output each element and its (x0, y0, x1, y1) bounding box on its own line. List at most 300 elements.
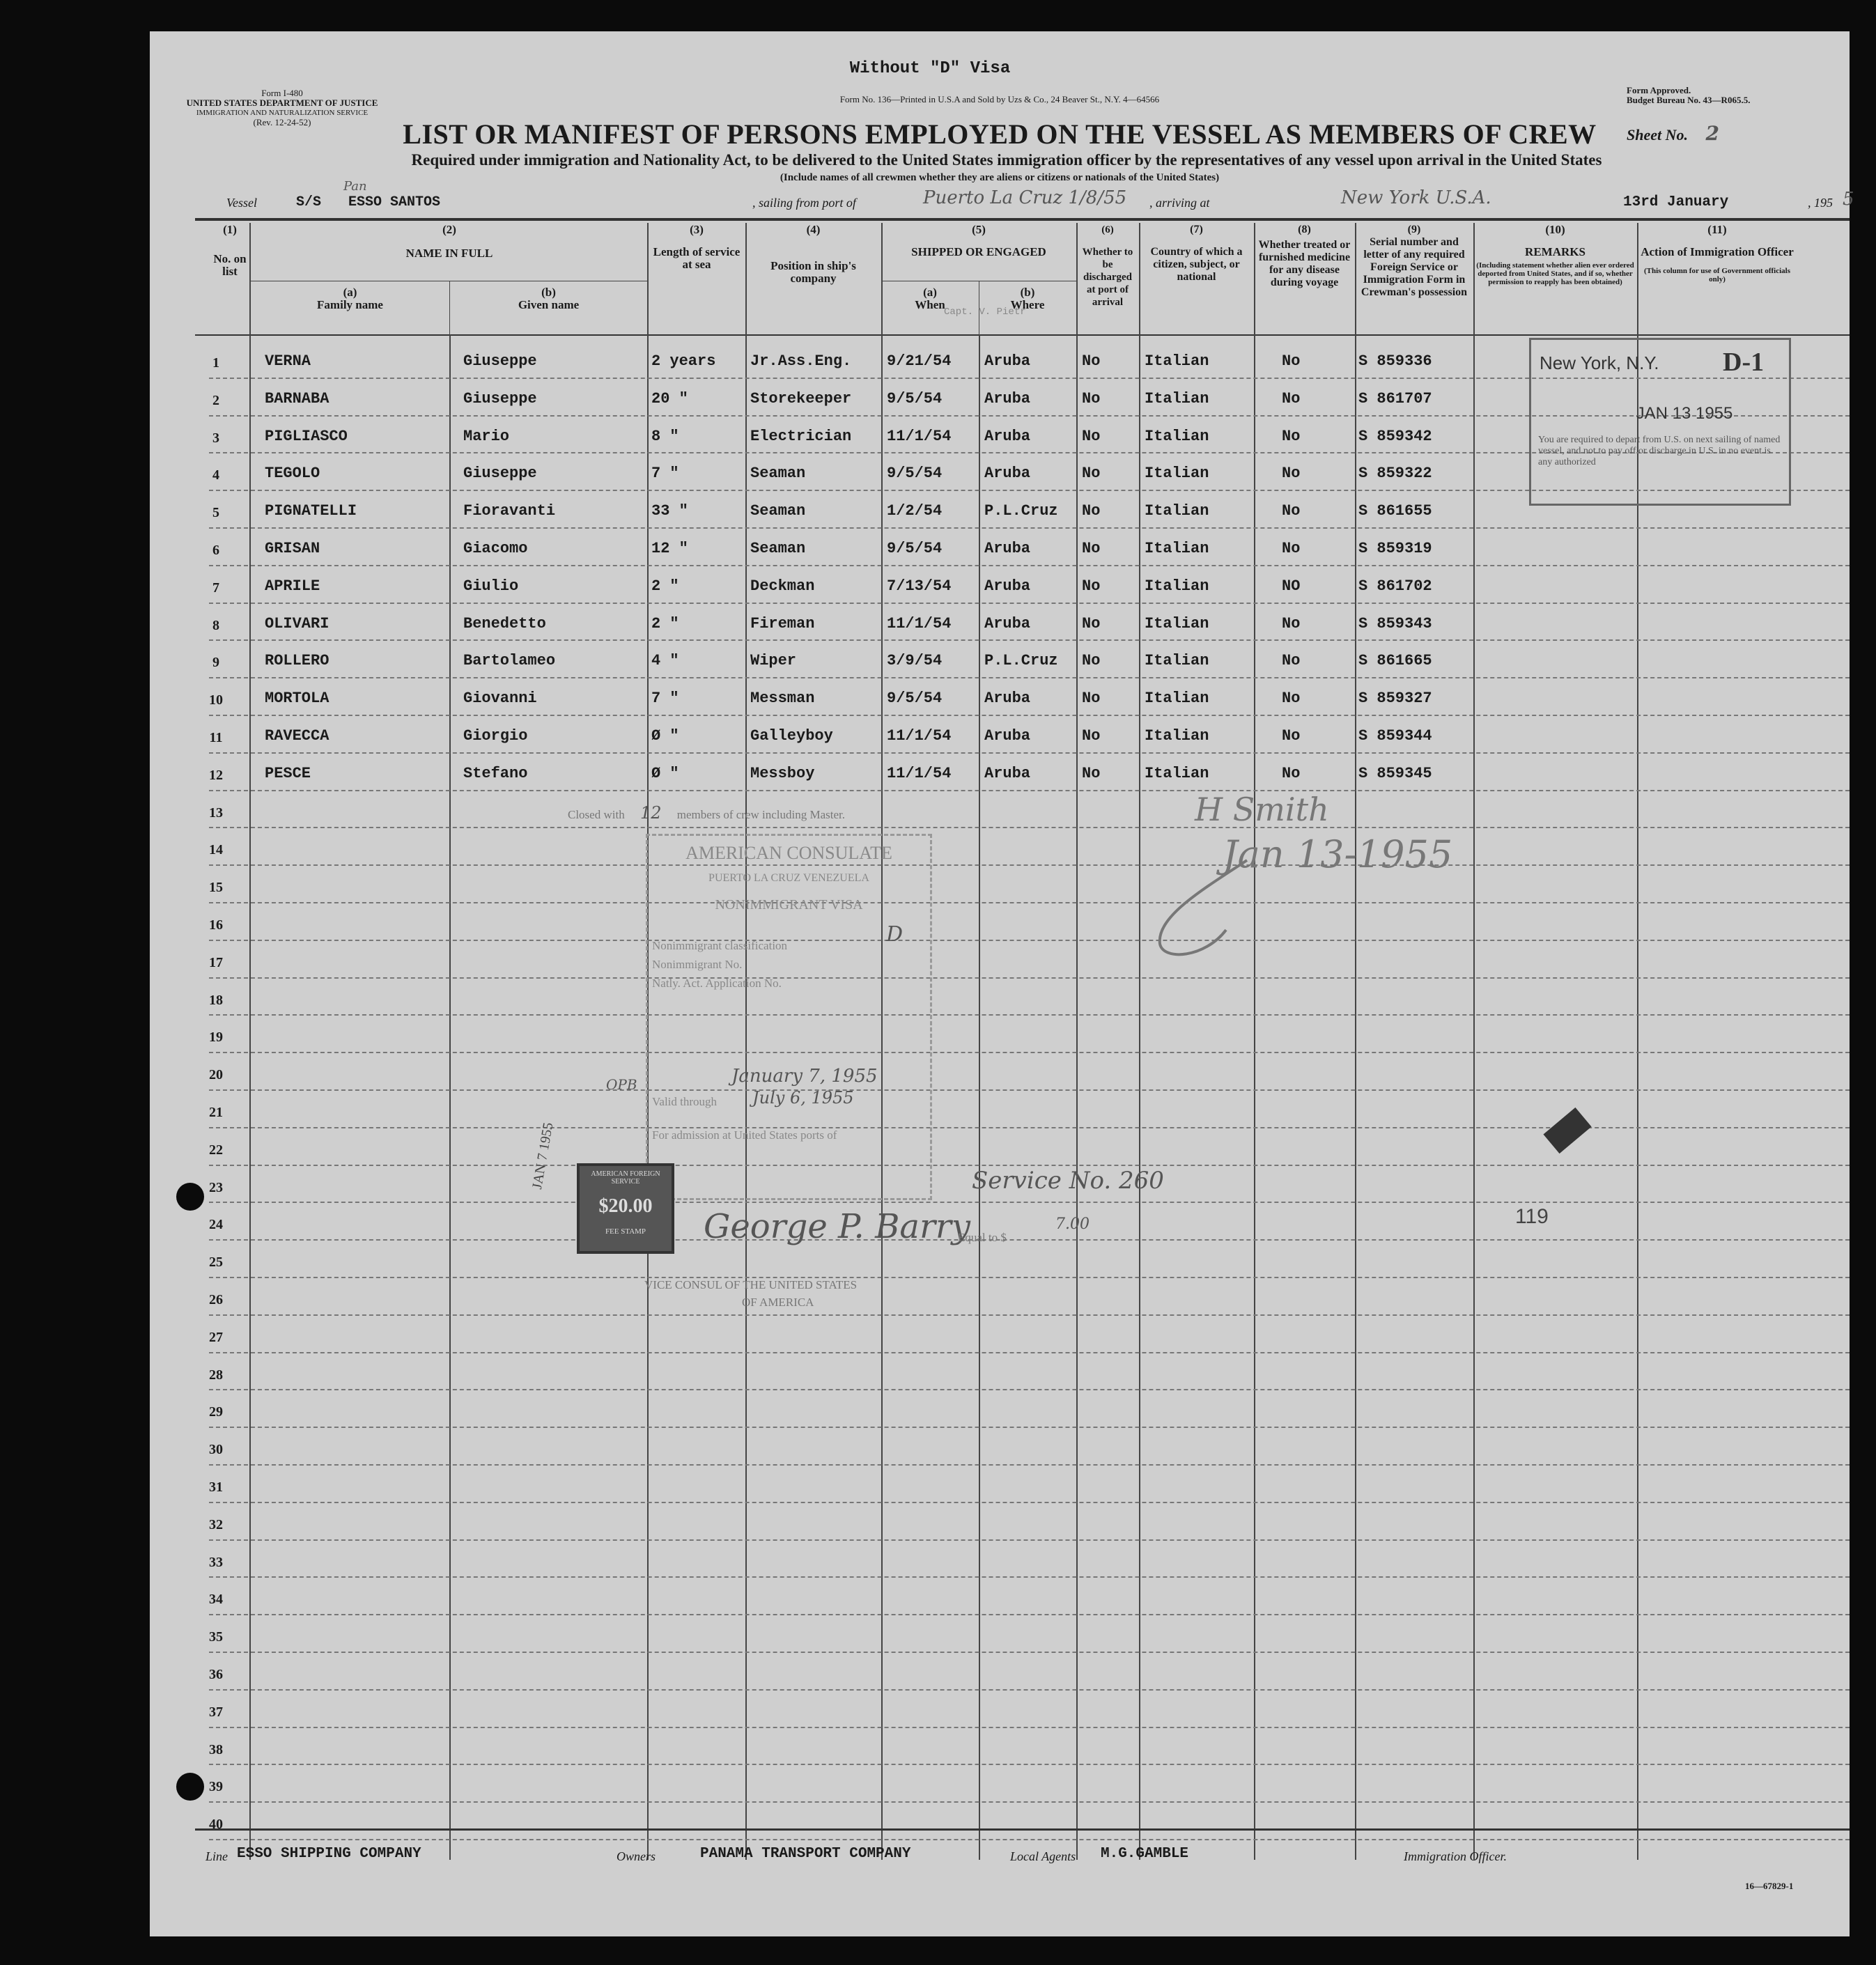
crew-medicine: No (1282, 389, 1301, 407)
col1-num: (1) (223, 223, 237, 236)
crew-where: Aruba (984, 465, 1031, 483)
row-number: 6 (212, 543, 219, 558)
col3-label: Length of service at sea (653, 245, 741, 271)
crew-when: 11/1/54 (887, 764, 952, 782)
arrival-date: 13rd January (1623, 194, 1729, 210)
crew-nationality: Italian (1145, 352, 1209, 370)
crew-service: 8 " (651, 427, 679, 445)
row-rule (209, 603, 1850, 604)
crew-given: Fioravanti (463, 502, 556, 520)
row-rule (209, 1052, 1850, 1053)
crew-when: 3/9/54 (887, 652, 943, 670)
row-number: 25 (209, 1255, 223, 1271)
crew-serial: S 859345 (1358, 764, 1432, 782)
row-rule (209, 677, 1850, 678)
crew-service: 2 " (651, 577, 679, 595)
crew-when: 11/1/54 (887, 427, 952, 445)
crew-discharge: No (1082, 577, 1101, 595)
consulate-line9: For admission at United States ports of (652, 1128, 837, 1142)
sheet-number (1627, 122, 1836, 145)
crew-serial: S 861665 (1358, 652, 1432, 670)
crew-where: Aruba (984, 389, 1031, 407)
row-rule (209, 639, 1850, 641)
sheet-value: 2 (1705, 122, 1719, 145)
crew-medicine: No (1282, 764, 1301, 782)
col2-label: NAME IN FULL (405, 247, 493, 260)
col10-num: (10) (1545, 223, 1565, 236)
crew-service: 7 " (651, 690, 679, 708)
col11-label: Action of Immigration Officer (1641, 245, 1794, 258)
footer-agents-value: M.G.GAMBLE (1101, 1846, 1189, 1862)
crew-family: TEGOLO (265, 465, 320, 483)
row-rule (209, 1764, 1850, 1765)
crew-discharge: No (1082, 502, 1101, 520)
col11-note: (This column for use of Government officials only) (1643, 267, 1790, 284)
crew-service: 12 " (651, 540, 688, 557)
vessel-label: Vessel (226, 196, 257, 210)
row-rule (209, 1614, 1850, 1615)
service: IMMIGRATION AND NATURALIZATION SERVICE (196, 109, 369, 117)
punch-hole (176, 1183, 204, 1211)
crew-where: Aruba (984, 690, 1031, 708)
consul-line1: VICE CONSUL OF THE UNITED STATES (644, 1278, 858, 1291)
crew-service: 20 " (651, 389, 688, 407)
crew-family: PESCE (265, 764, 311, 782)
col5a-num: (a) (923, 286, 937, 299)
row-number: 23 (209, 1179, 223, 1195)
col5-num: (5) (972, 223, 986, 236)
crew-when: 11/1/54 (887, 614, 952, 632)
crew-nationality: Italian (1145, 764, 1209, 782)
row-number: 32 (209, 1516, 223, 1532)
row-number: 9 (212, 655, 219, 671)
crew-given: Giorgio (463, 727, 528, 745)
col2b-label: Given name (518, 298, 580, 311)
crew-nationality: Italian (1145, 427, 1209, 445)
row-number: 21 (209, 1105, 223, 1120)
visa-issued-date: January 7, 1955 (731, 1066, 878, 1087)
row-number: 11 (209, 730, 223, 745)
crew-serial: S 859327 (1358, 690, 1432, 708)
stamp-code: D-1 (1723, 348, 1765, 377)
service-number: Service No. 260 (972, 1167, 1164, 1195)
visa-initials: OPB (606, 1076, 637, 1093)
col-line (449, 334, 451, 1860)
col4-header (745, 221, 881, 332)
row-rule (209, 527, 1850, 529)
crew-when: 1/2/54 (887, 502, 943, 520)
crew-family: PIGNATELLI (265, 502, 357, 520)
crew-service: Ø " (651, 764, 679, 782)
row-number: 35 (209, 1629, 223, 1645)
col6-label: Whether to be discharged at port of arrival (1082, 247, 1133, 308)
row-number: 37 (209, 1704, 223, 1720)
crew-nationality: Italian (1145, 727, 1209, 745)
col1-header (209, 221, 251, 332)
crew-serial: S 861707 (1358, 389, 1432, 407)
row-number: 18 (209, 992, 223, 1008)
crew-discharge: No (1082, 727, 1101, 745)
include-note: (Include names of all crewmen whether they are aliens or citizens or nationals of the United States) (780, 172, 1220, 183)
crew-given: Giuseppe (463, 389, 537, 407)
col6-num: (6) (1101, 224, 1114, 235)
fee-stamp (577, 1163, 674, 1254)
signature-flourish (1142, 846, 1282, 965)
crew-family: ROLLERO (265, 652, 330, 670)
crew-nationality: Italian (1145, 540, 1209, 557)
row-number: 38 (209, 1741, 223, 1757)
row-rule (209, 977, 1850, 979)
row-rule (209, 790, 1850, 791)
col8-header (1254, 221, 1355, 332)
row-rule (209, 1502, 1850, 1503)
col7-num: (7) (1190, 224, 1203, 235)
col3-header (648, 221, 745, 332)
crew-family: MORTOLA (265, 690, 330, 708)
row-rule (209, 1277, 1850, 1278)
consulate-line5: Nonimmigrant No. (652, 958, 743, 971)
valid-value: July 6, 1955 (752, 1088, 854, 1108)
crew-nationality: Italian (1145, 502, 1209, 520)
crew-family: RAVECCA (265, 727, 330, 745)
row-number: 1 (212, 355, 219, 371)
col2a-label: Family name (317, 298, 383, 311)
crew-discharge: No (1082, 427, 1101, 445)
crew-position: Seaman (750, 465, 806, 483)
row-rule (209, 752, 1850, 754)
footer-line-value: ESSO SHIPPING COMPANY (237, 1846, 421, 1862)
col11-header (1637, 221, 1797, 332)
revision: (Rev. 12-24-52) (253, 117, 311, 127)
crew-given: Giovanni (463, 690, 537, 708)
manifest-subtitle: Required under immigration and Nationality Act, to be delivered to the United States immigration officer by the representatives of any vessel upon arrival in the United States (411, 151, 1602, 169)
row-number: 17 (209, 954, 223, 970)
row-rule (209, 902, 1850, 903)
printer-note: Form No. 136—Printed in U.S.A and Sold by Uzs & Co., 24 Beaver St., N.Y. 4—64566 (839, 94, 1160, 104)
punch-hole (176, 1773, 204, 1801)
year-suffix: 5 (1843, 189, 1854, 210)
row-number: 8 (212, 617, 219, 633)
crew-where: Aruba (984, 727, 1031, 745)
crew-medicine: No (1282, 502, 1301, 520)
row-number: 22 (209, 1142, 223, 1158)
approval-block (1627, 86, 1808, 105)
col2-sub-divider (449, 281, 450, 334)
row-number: 2 (212, 392, 219, 408)
crew-given: Giacomo (463, 540, 528, 557)
row-number: 30 (209, 1442, 223, 1458)
crew-medicine: No (1282, 727, 1301, 745)
ink-blot (1543, 1108, 1591, 1154)
crew-nationality: Italian (1145, 690, 1209, 708)
col5-label: SHIPPED OR ENGAGED (911, 245, 1046, 258)
crew-discharge: No (1082, 652, 1101, 670)
crew-when: 9/5/54 (887, 389, 943, 407)
crew-where: Aruba (984, 540, 1031, 557)
crew-nationality: Italian (1145, 614, 1209, 632)
row-rule (209, 1202, 1850, 1203)
classification-value: D (886, 922, 904, 947)
col9-num: (9) (1407, 224, 1421, 235)
col6-header (1076, 221, 1139, 332)
row-number: 4 (212, 467, 219, 483)
crew-discharge: No (1082, 614, 1101, 632)
row-rule (209, 1727, 1850, 1728)
crew-family: OLIVARI (265, 614, 330, 632)
consul-signature: George P. Barry (704, 1207, 970, 1246)
fee-stamp-value: $20.00 (598, 1195, 653, 1217)
crew-service: Ø " (651, 727, 679, 745)
arriving-port: New York U.S.A. (1341, 187, 1491, 208)
misc-number: 119 (1515, 1205, 1549, 1228)
row-number: 7 (212, 580, 219, 596)
agency: UNITED STATES DEPARTMENT OF JUSTICE (186, 98, 378, 108)
footer-agents-label: Local Agents (1010, 1849, 1076, 1863)
crew-position: Jr.Ass.Eng. (750, 352, 852, 370)
row-rule (209, 1464, 1850, 1466)
col1-label: No. on list (213, 252, 247, 278)
crew-medicine: NO (1282, 577, 1301, 595)
fee-stamp-date: JAN 7 1955 (529, 1121, 557, 1190)
row-number: 26 (209, 1292, 223, 1307)
row-rule (209, 1801, 1850, 1803)
fee-stamp-top: AMERICAN FOREIGN SERVICE (591, 1170, 660, 1186)
row-number: 31 (209, 1479, 223, 1495)
row-number: 27 (209, 1329, 223, 1345)
crew-where: P.L.Cruz (984, 502, 1058, 520)
crew-where: P.L.Cruz (984, 652, 1058, 670)
crew-where: Aruba (984, 577, 1031, 595)
crew-service: 7 " (651, 465, 679, 483)
master-note: Capt. V. Pietr (944, 306, 1026, 318)
row-number: 16 (209, 917, 223, 933)
sailing-port: Puerto La Cruz 1/8/55 (923, 187, 1127, 208)
row-number: 33 (209, 1554, 223, 1570)
crew-serial: S 859319 (1358, 540, 1432, 557)
header-bottom-rule (195, 334, 1850, 336)
vessel-type: S/S (296, 194, 322, 210)
crew-position: Galleyboy (750, 727, 833, 745)
footer-owners-value: PANAMA TRANSPORT COMPANY (700, 1846, 911, 1862)
col4-label: Position in ship's company (770, 259, 856, 285)
closed-count: 12 (639, 803, 662, 823)
crew-when: 9/5/54 (887, 690, 943, 708)
consulate-line1: AMERICAN CONSULATE (685, 843, 892, 863)
col5a-label: When (915, 298, 945, 311)
immigration-stamp (1529, 338, 1791, 506)
crew-nationality: Italian (1145, 465, 1209, 483)
crew-position: Electrician (750, 427, 852, 445)
vessel-line (226, 179, 1854, 215)
row-rule (209, 715, 1850, 716)
row-rule (209, 1839, 1850, 1840)
row-rule (209, 940, 1850, 941)
crew-given: Stefano (463, 764, 528, 782)
crew-given: Giuseppe (463, 352, 537, 370)
crew-nationality: Italian (1145, 389, 1209, 407)
crew-where: Aruba (984, 764, 1031, 782)
crew-discharge: No (1082, 389, 1101, 407)
row-number: 28 (209, 1367, 223, 1383)
col2b-header (449, 284, 648, 332)
col10-note: (Including statement whether alien ever ordered deported from United States, and if so, whether permission to reapply has been obtained) (1476, 261, 1634, 286)
col10-header (1473, 221, 1637, 332)
footer-line-label: Line (206, 1849, 228, 1863)
closed-prefix: Closed with (568, 808, 625, 821)
year-prefix: , 195 (1808, 196, 1833, 210)
crew-family: APRILE (265, 577, 320, 595)
fee-stamp-bottom: FEE STAMP (605, 1227, 646, 1236)
crew-position: Wiper (750, 652, 797, 670)
crew-discharge: No (1082, 465, 1101, 483)
form-number: Form I-480 (261, 88, 303, 98)
crew-when: 9/5/54 (887, 540, 943, 557)
col4-num: (4) (806, 223, 821, 236)
row-rule (209, 864, 1850, 866)
row-rule (209, 1539, 1850, 1541)
crew-when: 9/21/54 (887, 352, 952, 370)
crew-given: Giulio (463, 577, 519, 595)
crew-position: Messboy (750, 764, 815, 782)
crew-nationality: Italian (1145, 577, 1209, 595)
crew-given: Bartolameo (463, 652, 556, 670)
crew-family: PIGLIASCO (265, 427, 348, 445)
equal-value: 7.00 (1055, 1215, 1090, 1233)
row-rule (209, 1239, 1850, 1241)
crew-medicine: No (1282, 652, 1301, 670)
col2b-num: (b) (541, 286, 556, 299)
footer-rule (195, 1828, 1850, 1831)
row-number: 12 (209, 767, 223, 783)
arriving-label: , arriving at (1149, 196, 1210, 210)
crew-discharge: No (1082, 540, 1101, 557)
row-number: 3 (212, 430, 219, 446)
crew-when: 7/13/54 (887, 577, 952, 595)
equal-label: Equal to $ (958, 1231, 1007, 1244)
row-rule (209, 1352, 1850, 1353)
col2a-header (251, 284, 449, 332)
consulate-line6: Natly. Act. Application No. (652, 977, 782, 990)
top-note: Without "D" Visa (849, 59, 1011, 78)
inspector-signature: H Smith (1195, 791, 1329, 828)
row-rule (209, 1576, 1850, 1578)
col7-label: Country of which a citizen, subject, or national (1150, 246, 1243, 283)
row-number: 40 (209, 1817, 223, 1833)
row-rule (209, 1165, 1850, 1166)
crew-serial: S 861655 (1358, 502, 1432, 520)
col-line (979, 334, 980, 1860)
crew-discharge: No (1082, 352, 1101, 370)
crew-service: 2 years (651, 352, 716, 370)
row-rule (209, 1389, 1850, 1390)
crew-position: Fireman (750, 614, 815, 632)
col9-header (1355, 221, 1473, 332)
crew-medicine: No (1282, 352, 1301, 370)
row-rule (209, 1427, 1850, 1428)
crew-discharge: No (1082, 690, 1101, 708)
col9-label: Serial number and letter of any required Foreign Service or Immigration Form in Crewman's possession (1361, 236, 1468, 298)
crew-position: Seaman (750, 540, 806, 557)
stamp-text: You are required to depart from U.S. on next sailing of named vessel, and not to pay off or discharge in U.S. in no event is any authorized (1538, 435, 1781, 467)
crew-position: Deckman (750, 577, 815, 595)
footer-owners-label: Owners (617, 1849, 656, 1863)
manifest-sheet (150, 31, 1854, 1936)
consulate-line2: PUERTO LA CRUZ VENEZUELA (708, 872, 869, 884)
vessel-flag: Pan (343, 179, 367, 194)
crew-when: 11/1/54 (887, 727, 952, 745)
form-id-block (178, 88, 387, 127)
approval-line2: Budget Bureau No. 43—R065.5. (1627, 95, 1751, 105)
crew-serial: S 859336 (1358, 352, 1432, 370)
crew-when: 9/5/54 (887, 465, 943, 483)
stamp-location: New York, N.Y. (1540, 352, 1659, 373)
crew-where: Aruba (984, 427, 1031, 445)
row-number: 29 (209, 1404, 223, 1420)
valid-label: Valid through (652, 1095, 718, 1108)
row-number: 39 (209, 1779, 223, 1795)
crew-family: BARNABA (265, 389, 330, 407)
crew-medicine: No (1282, 465, 1301, 483)
crew-position: Messman (750, 690, 815, 708)
crew-medicine: No (1282, 614, 1301, 632)
crew-serial: S 859344 (1358, 727, 1432, 745)
row-number: 10 (209, 692, 223, 708)
col8-label: Whether treated or furnished medicine for any disease during voyage (1258, 239, 1351, 288)
crew-nationality: Italian (1145, 652, 1209, 670)
consulate-line3: NONIMMIGRANT VISA (715, 897, 863, 912)
row-number: 20 (209, 1067, 223, 1083)
stamp-date: JAN 13 1955 (1636, 404, 1733, 423)
row-number: 34 (209, 1592, 223, 1608)
row-number: 36 (209, 1667, 223, 1682)
crew-serial: S 859322 (1358, 465, 1432, 483)
closed-suffix: members of crew including Master. (676, 808, 845, 821)
col3-num: (3) (690, 223, 704, 236)
inspector-date: Jan 13-1955 (1223, 832, 1453, 876)
crew-position: Storekeeper (750, 389, 852, 407)
consulate-visa-stamp (646, 834, 932, 1200)
crew-discharge: No (1082, 764, 1101, 782)
row-number: 24 (209, 1217, 223, 1233)
sheet-label: Sheet No. (1627, 126, 1688, 143)
approval-line1: Form Approved. (1627, 85, 1691, 95)
col8-num: (8) (1298, 224, 1311, 235)
row-number: 19 (209, 1030, 223, 1046)
col2a-num: (a) (343, 286, 357, 299)
crew-given: Giuseppe (463, 465, 537, 483)
closed-note (568, 803, 845, 823)
col5b-label: Where (1010, 298, 1045, 311)
crew-position: Seaman (750, 502, 806, 520)
crew-service: 33 " (651, 502, 688, 520)
crew-where: Aruba (984, 614, 1031, 632)
footer-form-code: 16—67829-1 (1745, 1881, 1794, 1891)
crew-service: 2 " (651, 614, 679, 632)
col5b-num: (b) (1020, 286, 1035, 299)
row-rule (209, 1314, 1850, 1316)
manifest-title: LIST OR MANIFEST OF PERSONS EMPLOYED ON THE VESSEL AS MEMBERS OF CREW (403, 118, 1597, 150)
classification-label: Nonimmigrant classification (652, 939, 788, 952)
consul-line2: OF AMERICA (742, 1296, 814, 1309)
footer-officer-label: Immigration Officer. (1404, 1849, 1507, 1863)
vessel-name: ESSO SANTOS (348, 194, 441, 210)
row-rule (209, 1014, 1850, 1016)
crew-family: GRISAN (265, 540, 320, 557)
crew-serial: S 861702 (1358, 577, 1432, 595)
crew-serial: S 859343 (1358, 614, 1432, 632)
crew-service: 4 " (651, 652, 679, 670)
row-rule (209, 565, 1850, 566)
